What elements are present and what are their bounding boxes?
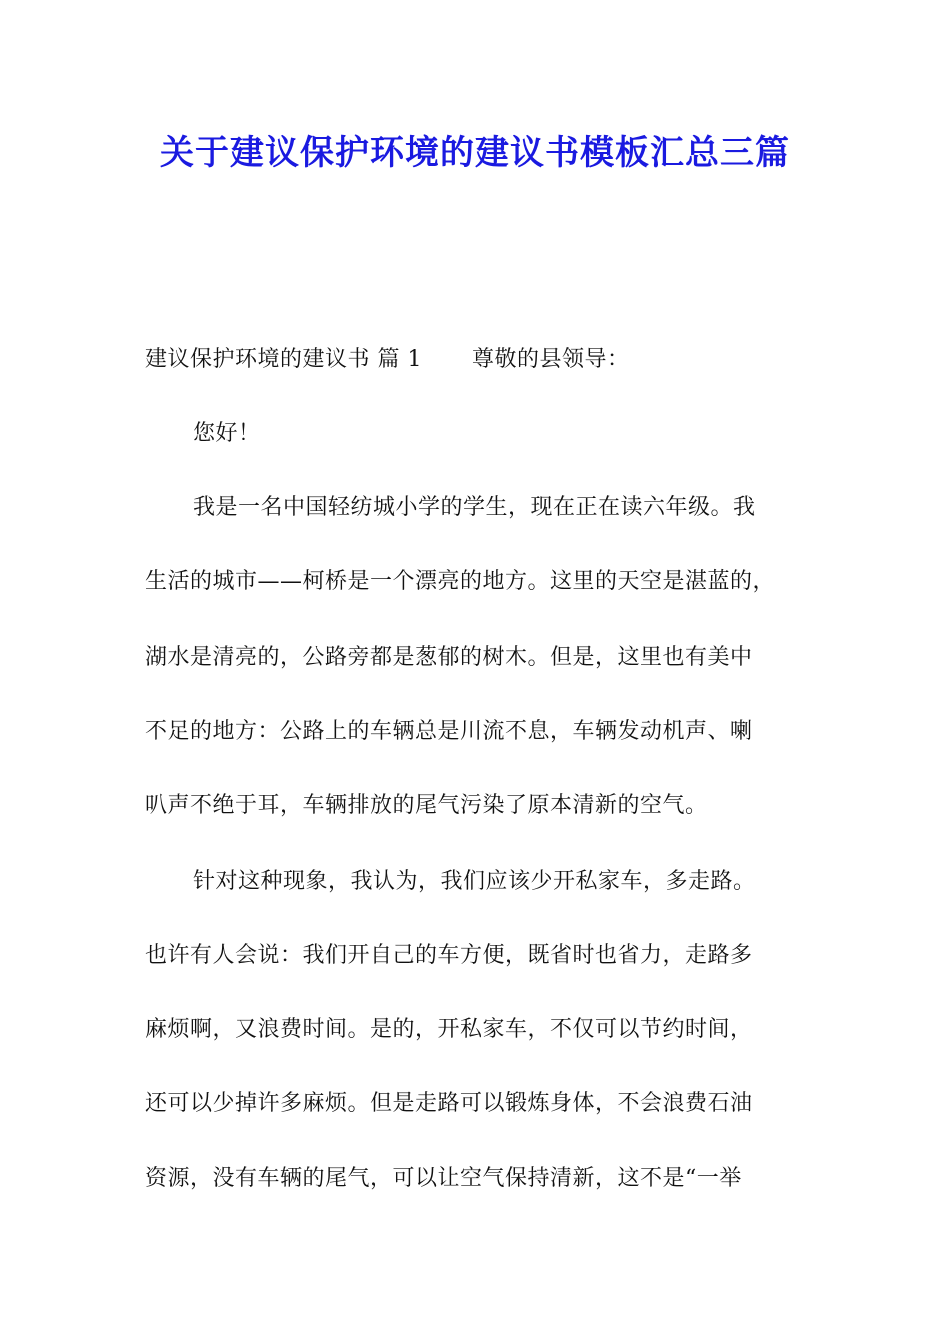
text-line: 资源，没有车辆的尾气，可以让空气保持清新，这不是“一举: [145, 1166, 742, 1191]
text-line: 也许有人会说：我们开自己的车方便，既省时也省力，走路多: [145, 943, 753, 968]
text-line: 针对这种现象，我认为，我们应该少开私家车，多走路。: [193, 869, 756, 894]
text-line: 您好！: [193, 421, 261, 446]
text-line: 生活的城市——柯桥是一个漂亮的地方。这里的天空是湛蓝的，: [145, 569, 776, 594]
text-line: 湖水是清亮的，公路旁都是葱郁的树木。但是，这里也有美中: [145, 645, 753, 670]
text-line: 叭声不绝于耳，车辆排放的尾气污染了原本清新的空气。: [145, 793, 708, 818]
salutation: 尊敬的县领导：: [471, 347, 630, 372]
text-line: 还可以少掉许多麻烦。但是走路可以锻炼身体，不会浪费石油: [145, 1091, 753, 1116]
text-line: 不足的地方：公路上的车辆总是川流不息，车辆发动机声、喇: [145, 719, 753, 744]
text-line: 麻烦啊，又浪费时间。是的，开私家车，不仅可以节约时间，: [145, 1017, 753, 1042]
document-title: 关于建议保护环境的建议书模板汇总三篇: [160, 133, 790, 173]
section-heading-line: [145, 344, 825, 376]
text-line: 我是一名中国轻纺城小学的学生，现在正在读六年级。我: [193, 495, 756, 520]
section-heading: 建议保护环境的建议书 篇 1: [145, 347, 422, 372]
